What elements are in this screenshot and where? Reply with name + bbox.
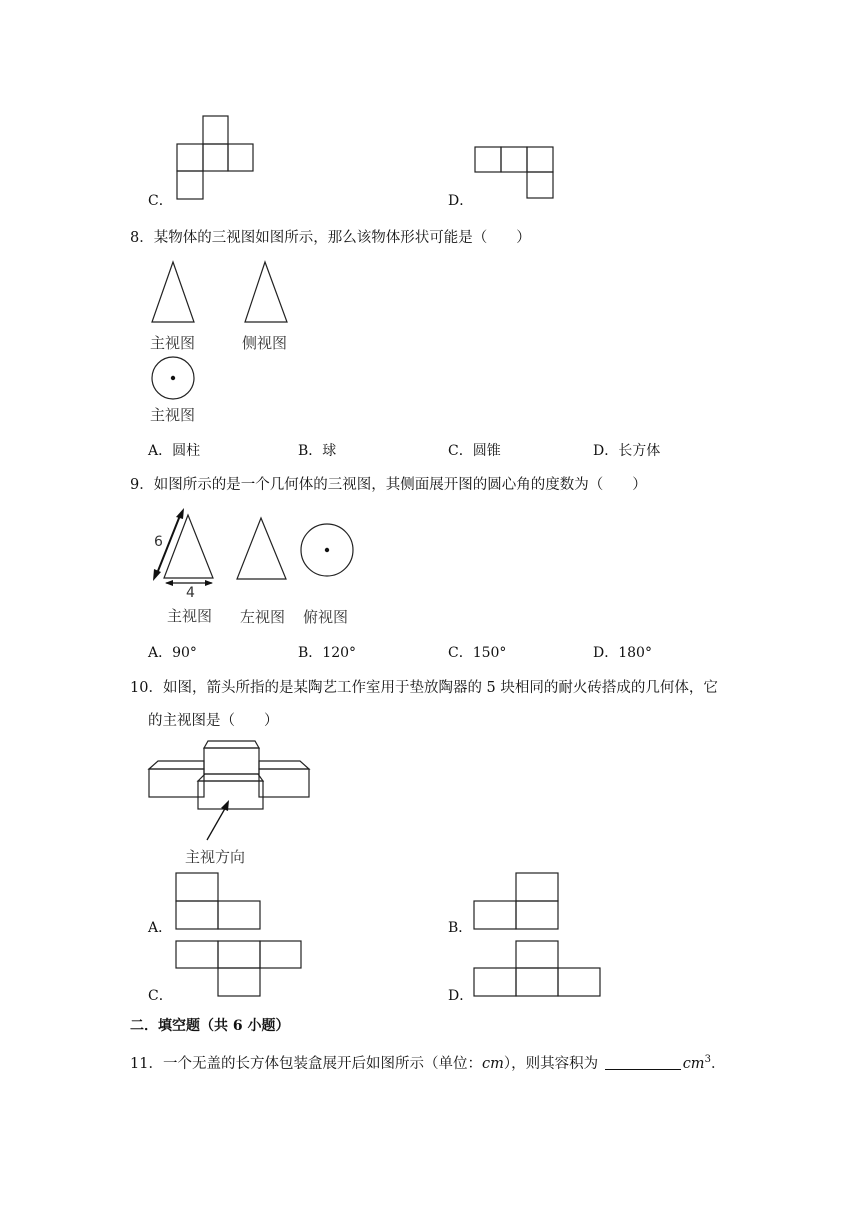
q10-option-d-label[interactable]: D． [448,988,474,1004]
q8-option-a[interactable]: A．圆柱 [148,443,201,459]
q10-option-a-label[interactable]: A． [148,920,173,936]
q9-stem: 9．如图所示的是一个几何体的三视图，其侧面展开图的圆心角的度数为（ ） [130,477,647,493]
q9-dim-slant-label: 6 [154,534,163,550]
q11-stem-mid: ），则其容积为 [503,1056,599,1072]
q8-caption-side-view: 侧视图 [242,334,288,352]
q8-stem: 8．某物体的三视图如图所示，那么该物体形状可能是（ ） [130,230,531,246]
q9-option-b[interactable]: B．120° [298,645,357,661]
q9-caption-top-view: 俯视图 [303,608,349,626]
q9-caption-front-view: 主视图 [167,607,213,625]
q7-option-c-label[interactable]: C． [148,193,173,209]
q10-option-b-label[interactable]: B． [448,920,473,936]
q10-arrow-caption: 主视方向 [185,848,246,866]
q9-option-d[interactable]: D．180° [593,645,652,661]
q10-option-c-label[interactable]: C． [148,988,173,1004]
q11-stem-end: ． [710,1056,726,1072]
q11-unit-after: cm [682,1056,705,1072]
q9-dim-base-label: 4 [186,585,195,601]
q10-stem-line2: 的主视图是（ ） [148,713,279,729]
q8-option-c[interactable]: C．圆锥 [448,443,501,459]
q8-option-b[interactable]: B．球 [298,443,337,459]
q8-option-d[interactable]: D．长方体 [593,443,661,459]
q11-answer-blank[interactable] [605,1055,681,1070]
q8-caption-top-view: 主视图 [150,406,196,424]
q11-unit-inline: cm [481,1056,504,1072]
section-2-title: 二．填空题（共 6 小题） [130,1018,290,1034]
q11-stem-before: 11．一个无盖的长方体包装盒展开后如图所示（单位： [130,1056,482,1072]
q10-stem-line1: 10．如图，箭头所指的是某陶艺工作室用于垫放陶器的 5 块相同的耐火砖搭成的几何体，它 [130,680,718,696]
q11-stem [130,1052,725,1073]
q9-option-a[interactable]: A．90° [148,645,197,661]
q9-option-c[interactable]: C．150° [448,645,507,661]
q11-unit-exponent: 3 [704,1054,711,1066]
q7-option-d-label[interactable]: D． [448,193,474,209]
q9-caption-left-view: 左视图 [240,608,286,626]
q8-caption-front-view: 主视图 [150,334,196,352]
